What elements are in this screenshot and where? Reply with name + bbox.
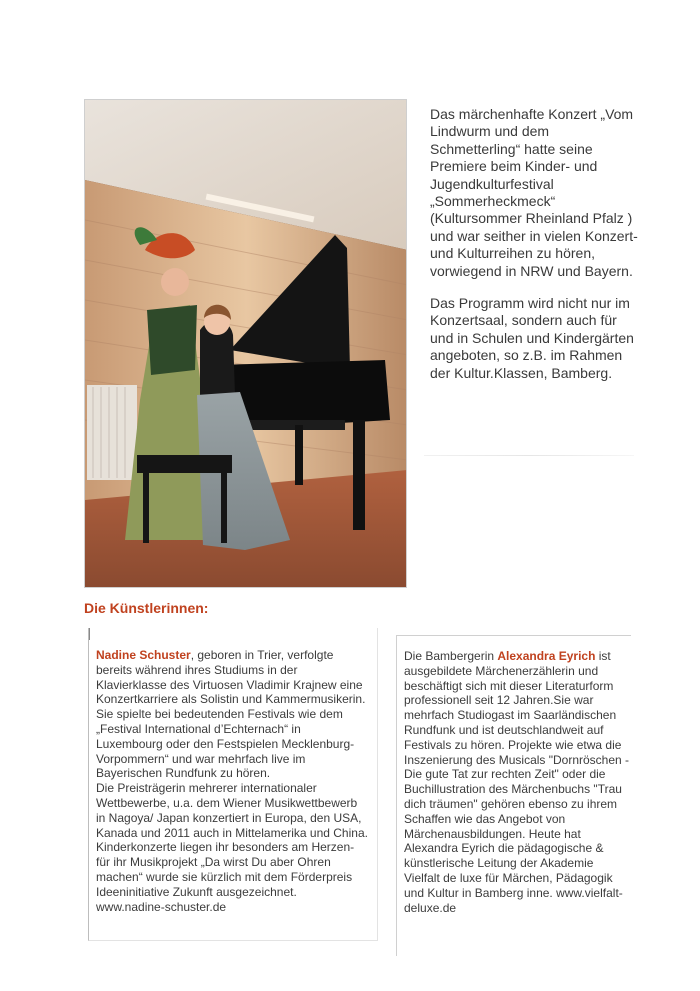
section-title: Die Künstlerinnen: xyxy=(84,600,209,616)
artist-name: Nadine Schuster xyxy=(96,648,191,662)
artist-website-link[interactable]: www.nadine-schuster.de xyxy=(96,899,227,914)
intro-paragraph-1: Das märchenhafte Konzert „Vom Lindwurm und dem Schmetterling“ hatte seine Premiere beim Kinder- und Jugendkulturfestival „Sommerheckmeck“ (Kultursommer Rheinland Pfalz ) und war seither in vielen Konzert- und Kulturreihen zu hören, vorwiegend in NRW und Bayern. xyxy=(430,106,638,279)
artist-bio-prefix: Die Bambergerin xyxy=(404,649,498,663)
intro-text xyxy=(430,106,640,397)
artist-bio: , geboren in Trier, verfolgte bereits während ihres Studiums in der Klavierklasse des Virtuosen Vladimir Krajnew eine Konzertkarriere als Solistin und Kammermusikerin. Sie spielte bei bedeutenden Festivals wie dem „Festival International d’Echternach“ in Luxembourg oder den Festspielen Mecklenburg-Vorpommern“ und war mehrfach live im Bayerischen Rundfunk zu hören. xyxy=(96,648,366,781)
artist-bio-alexandra xyxy=(404,649,630,915)
box-tick xyxy=(89,628,90,640)
artist-website-link[interactable]: www.vielfalt-deluxe.de xyxy=(404,885,623,915)
artist-bio: ist ausgebildete Märchenerzählerin und beschäftigt sich mit dieser Literaturform professionell seit 12 Jahren.Sie war mehrfach Studiogast im Saarländischen Rundfunk und ist deutschlandweit auf Festivals zu hören. Projekte wie etwa die Inszenierung des Musicals "Dornröschen - Die gute Tat zur rechten Zeit" oder die Buchillustration des Märchenbuchs "Trau dich träumen" gehören ebenso zu ihrem Schaffen wie das Angebot von Märchenausbildungen. Heute hat Alexandra Eyrich die pädagogische & künstlerische Leitung der Akademie Vielfalt de luxe für Märchen, Pädagogik und Kultur in Bamberg inne. xyxy=(404,649,630,900)
concert-photo xyxy=(84,99,407,588)
artist-name: Alexandra Eyrich xyxy=(497,649,596,663)
artist-bio-nadine xyxy=(96,648,368,914)
intro-divider xyxy=(424,455,634,456)
intro-paragraph-2: Das Programm wird nicht nur im Konzertsaal, sondern auch für und in Schulen und Kindergärten angeboten, so z.B. im Rahmen der Kultur.Klassen, Bamberg. xyxy=(430,295,634,381)
artist-bio-continued: Die Preisträgerin mehrerer internationaler Wettbewerbe, u.a. dem Wiener Musikwettbewerb in Nagoya/ Japan konzertiert in Europa, den USA, Kanada und 2011 auch in Mittelamerika und China. Kinderkonzerte liegen ihr besonders am Herzen- für ihr Musikprojekt „Da wirst Du aber Ohren machen“ wurde sie kürzlich mit dem Förderpreis Ideeninitiative Zukunft ausgezeichnet. xyxy=(96,781,368,899)
